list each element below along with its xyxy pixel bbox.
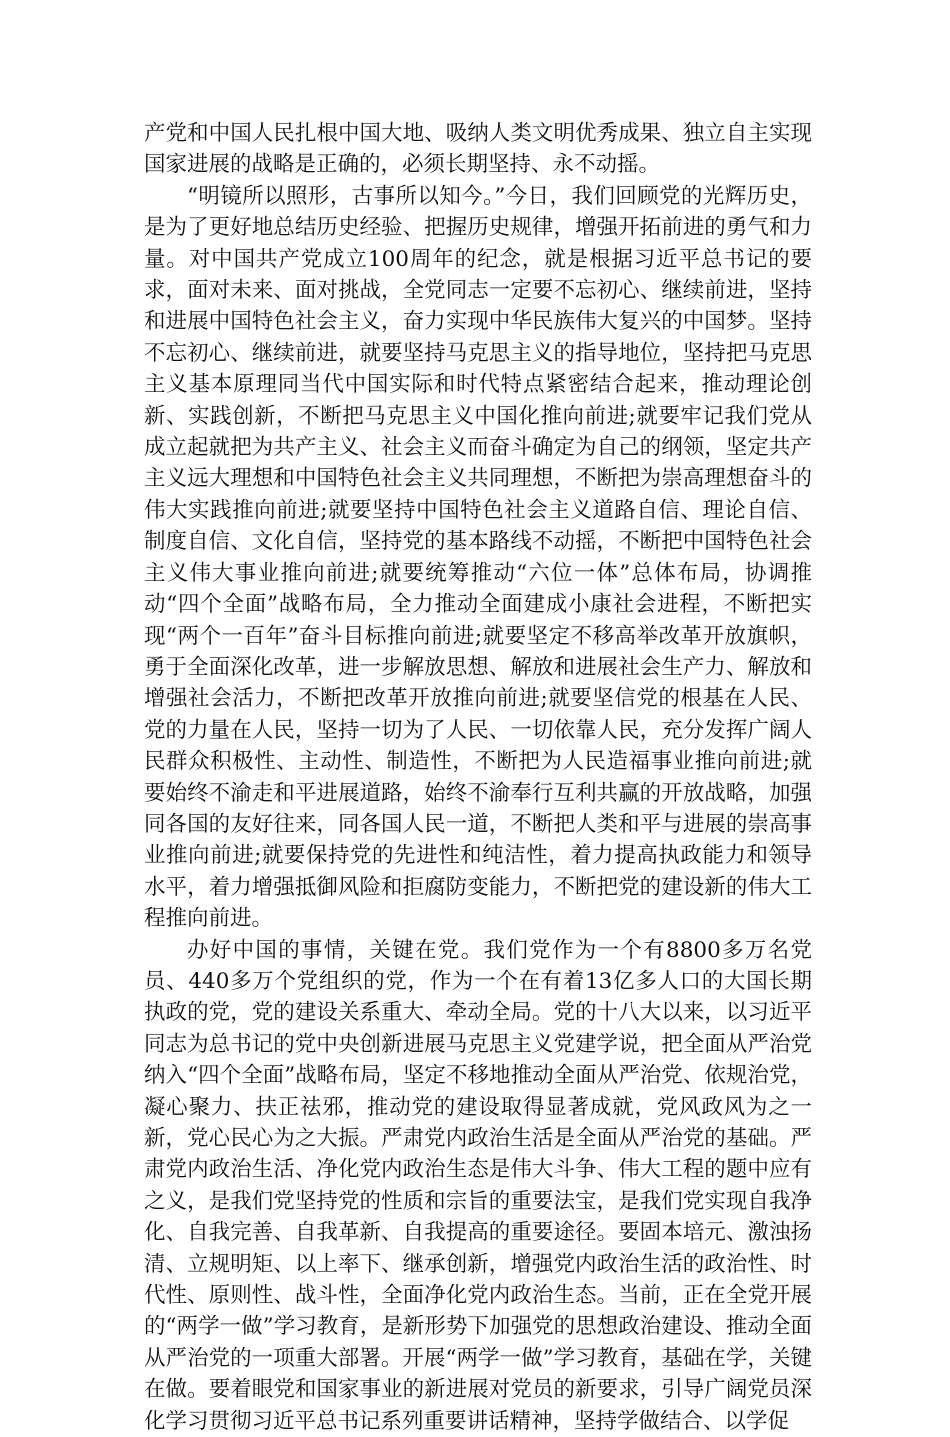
paragraph-1: 产党和中国人民扎根中国大地、吸纳人类文明优秀成果、独立自主实现国家进展的战略是正确的，必须长期坚持、永不动摇。 [144, 121, 812, 178]
document-body [144, 118, 812, 1437]
paragraph-3: 办好中国的事情，关键在党。我们党作为一个有8800多万名党员、440多万个党组织的党，作为一个在有着13亿多人口的大国长期执政的党，党的建设关系重大、牵动全局。党的十八大以来，以习近平同志为总书记的党中央创新进展马克思主义党建学说，把全面从严治党纳入“四个全面”战略布局，坚定不移地推动全面从严治党、依规治党，凝心聚力、扶正祛邪，推动党的建设取得显著成就，党风政风为之一新，党心民心为之大振。严肃党内政治生活是全面从严治党的基础。严肃党内政治生活、净化党内政治生态是伟大斗争、伟大工程的题中应有之义，是我们党坚持党的性质和宗旨的重要法宝，是我们党实现自我净化、自我完善、自我革新、自我提高的重要途径。要固本培元、激浊扬清、立规明矩、以上率下、继承创新，增强党内政治生活的政治性、时代性、原则性、战斗性，全面净化党内政治生态。当前，正在全党开展的“两学一做”学习教育，是新形势下加强党的思想政治建设、推动全面从严治党的一项重大部署。开展“两学一做”学习教育，基础在学，关键在做。要着眼党和国家事业的新进展对党员的新要求，引导广阔党员深化学习贯彻习近平总书记系列重要讲话精神，坚持学做结合、以学促 [144, 937, 812, 1434]
paragraph-2: “明镜所以照形，古事所以知今。”今日，我们回顾党的光辉历史，是为了更好地总结历史经验、把握历史规律，增强开拓前进的勇气和力量。对中国共产党成立100周年的纪念，就是根据习近平总书记的要求，面对未来、面对挑战，全党同志一定要不忘初心、继续前进，坚持和进展中国特色社会主义，奋力实现中华民族伟大复兴的中国梦。坚持不忘初心、继续前进，就要坚持马克思主义的指导地位，坚持把马克思主义基本原理同当代中国实际和时代特点紧密结合起来，推动理论创新、实践创新，不断把马克思主义中国化推向前进;就要牢记我们党从成立起就把为共产主义、社会主义而奋斗确定为自己的纲领，坚定共产主义远大理想和中国特色社会主义共同理想，不断把为崇高理想奋斗的伟大实践推向前进;就要坚持中国特色社会主义道路自信、理论自信、制度自信、文化自信，坚持党的基本路线不动摇，不断把中国特色社会主义伟大事业推向前进;就要统筹推动“六位一体”总体布局，协调推动“四个全面”战略布局，全力推动全面建成小康社会进程，不断把实现“两个一百年”奋斗目标推向前进;就要坚定不移高举改革开放旗帜，勇于全面深化改革，进一步解放思想、解放和进展社会生产力、解放和增强社会活力，不断把改革开放推向前进;就要坚信党的根基在人民、党的力量在人民，坚持一切为了人民、一切依靠人民，充分发挥广阔人民群众积极性、主动性、制造性，不断把为人民造福事业推向前进;就要始终不渝走和平进展道路，始终不渝奉行互利共赢的开放战略，加强同各国的友好往来，同各国人民一道，不断把人类和平与进展的崇高事业推向前进;就要保持党的先进性和纯洁性，着力提高执政能力和领导水平，着力增强抵御风险和拒腐防变能力，不断把党的建设新的伟大工程推向前进。 [144, 183, 812, 932]
